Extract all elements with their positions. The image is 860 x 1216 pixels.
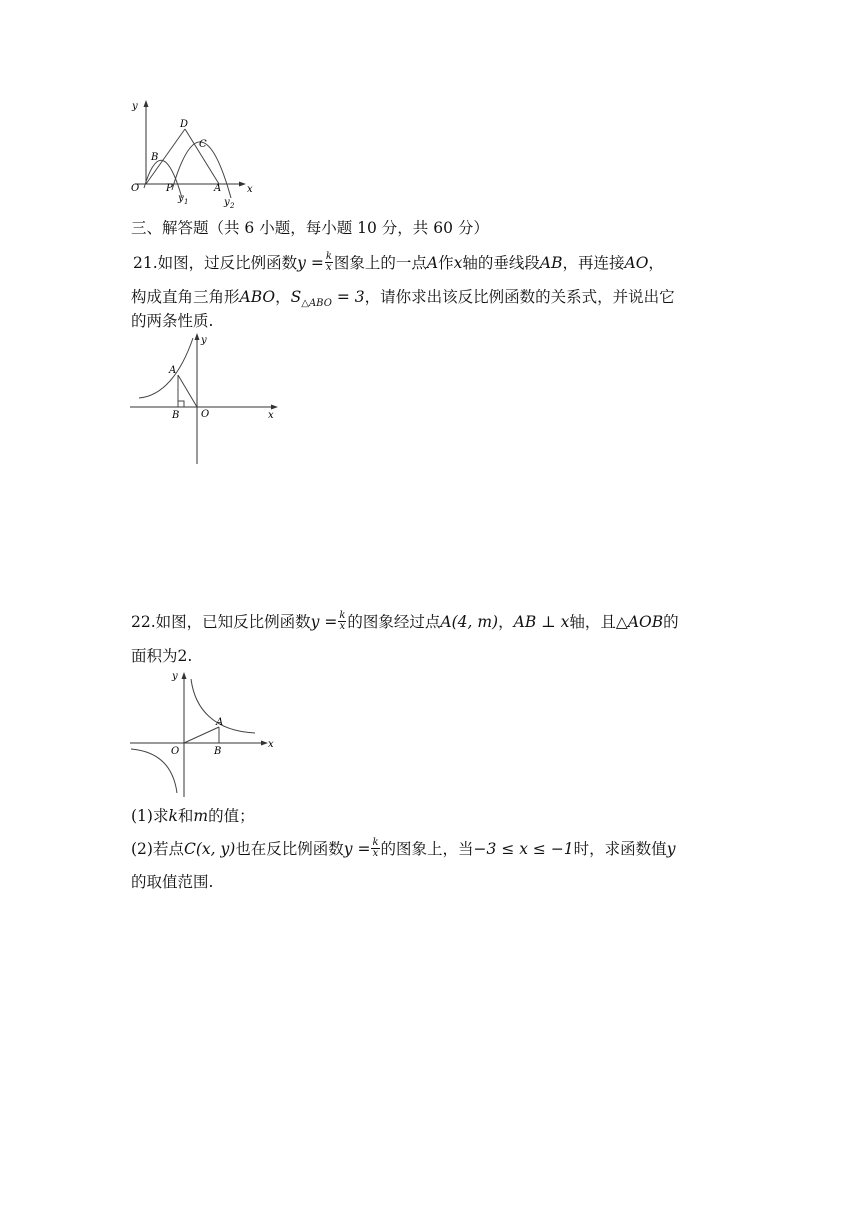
- x-axis-label: x: [268, 739, 274, 750]
- point-B-label: B: [172, 410, 180, 421]
- point-P-label: P: [166, 183, 173, 194]
- q21-line2: 构成直角三角形ABO，$S_{\triangle ABO} = 3$，请你求出该反比例函数的关系式，并说出它: [131, 288, 675, 309]
- q21-line1: 21.如图，过反比例函数y = $\frac{k}{x}$ 图象上的一点A作x轴的垂线段AB，再连接AO，: [133, 250, 664, 273]
- y-axis-label: y: [201, 335, 207, 346]
- point-A-label: A: [169, 365, 177, 376]
- point-A-label: A: [214, 183, 222, 194]
- x-axis-label: x: [268, 410, 274, 421]
- point-B-label: B: [214, 746, 222, 757]
- q21-line3: 的两条性质.: [131, 312, 214, 330]
- curve-y1-subscript: 1: [184, 198, 189, 206]
- point-D-label: D: [180, 119, 189, 130]
- curve-y2-label: y: [224, 197, 230, 208]
- q22-line2: 面积为2.: [131, 647, 193, 665]
- y-axis-label: y: [132, 101, 138, 112]
- point-C-label: C: [199, 139, 207, 150]
- point-O-label: O: [171, 746, 180, 757]
- point-A-label: A: [216, 717, 224, 728]
- curve-y2-subscript: 2: [230, 202, 235, 210]
- parabola-figure: [125, 98, 260, 210]
- q22-figure: [125, 665, 285, 800]
- section-heading: 三、解答题（共 6 小题，每小题 10 分，共 60 分）: [131, 219, 489, 237]
- point-O-label: O: [201, 409, 210, 420]
- q22-part1: (1)求k和m的值；: [131, 807, 255, 825]
- curve-y1-label: y: [178, 193, 184, 204]
- q22-line1: 22.如图，已知反比例函数y = $\frac{k}{x}$ 的图象经过点A(4, m)，AB ⊥ x轴，且△AOB的: [131, 609, 679, 632]
- point-B-label: B: [151, 152, 159, 163]
- q22-part2: (2)若点C(x, y)也在反比例函数y = $\frac{k}{x}$ 的图象上，当−3 ≤ x ≤ −1时，求函数值y: [131, 836, 676, 859]
- q21-figure: [125, 328, 285, 468]
- q22-part3: 的取值范围.: [131, 873, 214, 891]
- y-axis-label: y: [172, 671, 178, 682]
- x-axis-label: x: [247, 184, 253, 195]
- point-O-label: O: [131, 183, 140, 194]
